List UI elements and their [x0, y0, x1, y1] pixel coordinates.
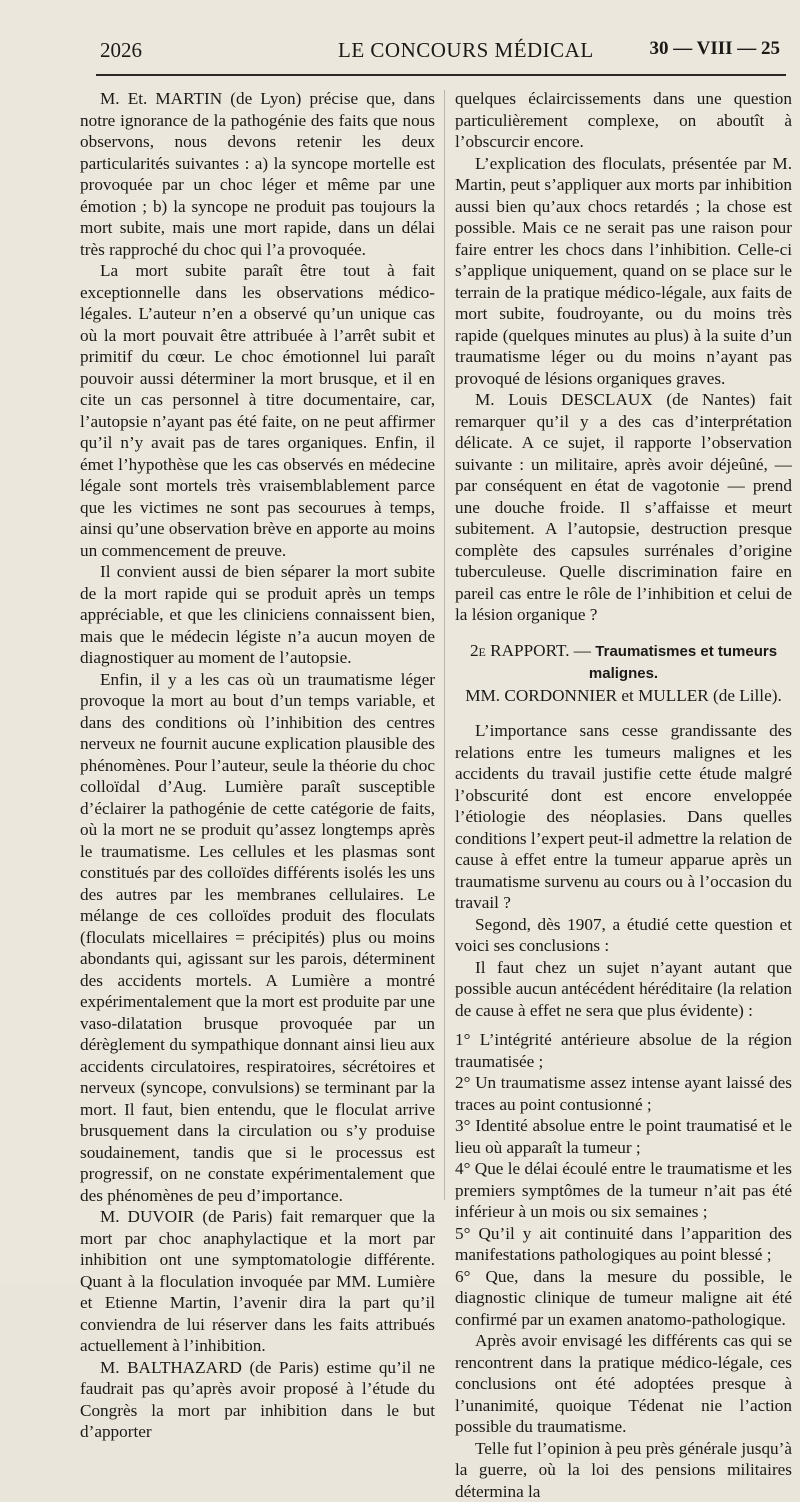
paragraph: M. DUVOIR (de Paris) fait remarquer que la mort par choc anaphylactique et la mort par inhibition ont une symptomatologie différente. Quant à la floculation invoquée par MM. Lumière et Etienne Martin, l’avenir dira la part qu’il conviendra de lui réserver dans les faits attribués actuellement à l’inhibition.: [80, 1206, 435, 1357]
paragraph: M. Et. MARTIN (de Lyon) précise que, dans notre ignorance de la pathogénie des faits que nous observons, nous devons retenir les deux particularités suivantes : a) la syncope mortelle est provoquée par un choc léger et même par une émotion ; b) la syncope ne produit pas toujours la mort subite, mais une mort rapide, dans un délai très rapproché du choc qui l’a provoquée.: [80, 88, 435, 260]
paragraph: Enfin, il y a les cas où un traumatisme léger provoque la mort au bout d’un temps variable, et dans des conditions où l’inhibition des centres nerveux ne fournit aucune explication plausible des phénomènes. Pour l’auteur, seule la théorie du choc colloïdal d’Aug. Lumière paraît susceptible d’éclairer la pathogénie de cette catégorie de faits, où la mort ne se produit qu’assez longtemps après le traumatisme. Les cellules et les plasmas sont constitués par des colloïdes différents isolés les uns des autres par les membranes cellulaires. Le mélange de ces colloïdes produit des floculats (floculats micellaires = précipités) plus ou moins abondants qui, agissant sur les parois, déterminent des accidents mortels. A Lumière a montré expérimentalement que la mort est produite par une vaso-dilatation brusque provoquée par un dérèglement du sympathique donnant ainsi lieu aux accidents circulatoires, respiratoires, sécrétoires et nerveux (syncope, convulsions) se terminant par la mort. Il faut, bien entendu, que le floculat arrive brusquement dans la circulation ou s’y produise soudainement, tandis que si le processus est progressif, on ne constate expérimentalement que des phénomènes de peu d’importance.: [80, 669, 435, 1207]
paragraph: Il convient aussi de bien séparer la mort subite de la mort rapide qui se produit après un temps appréciable, et que les cliniciens connaissent bien, mais que le médecin légiste n’a aucun moyen de diagnostiquer au moment de l’autopsie.: [80, 561, 435, 669]
list-item: 4° Que le délai écoulé entre le traumatisme et les premiers symptômes de la tumeur n’ait pas été inférieur à un mois ou six semaines ;: [455, 1158, 792, 1223]
list-item: 6° Que, dans la mesure du possible, le diagnostic clinique de tumeur maligne ait été confirmé par un examen anatomo-pathologique.: [455, 1266, 792, 1331]
page-number: 2026: [100, 38, 142, 63]
list-item: 2° Un traumatisme assez intense ayant laissé des traces au point contusionné ;: [455, 1072, 792, 1115]
paragraph: Telle fut l’opinion à peu près générale jusqu’à la guerre, où la loi des pensions militaires détermina la: [455, 1438, 792, 1502]
list-item: 3° Identité absolue entre le point traumatisé et le lieu où apparaît la tumeur ;: [455, 1115, 792, 1158]
rapport-heading: [455, 640, 792, 685]
section-gap: [455, 706, 792, 720]
rapport-authors: MM. CORDONNIER et MULLER (de Lille).: [455, 685, 792, 707]
issue-date: 30 — VIII — 25: [649, 38, 780, 60]
paragraph: M. BALTHAZARD (de Paris) estime qu’il ne faudrait pas qu’après avoir proposé à l’étude du Congrès la mort par inhibition dans le but d’apporter: [80, 1357, 435, 1443]
paragraph: Après avoir envisagé les différents cas qui se rencontrent dans la pratique médico-légale, ces conclusions ont été adoptées presque à l’unanimité, quoique Tédenat nie l’action possible du traumatisme.: [455, 1330, 792, 1438]
page-header: [100, 38, 780, 70]
rapport-title: Traumatismes et tumeurs malignes.: [589, 643, 777, 683]
section-gap: [455, 626, 792, 640]
journal-title: LE CONCOURS MÉDICAL: [338, 38, 594, 63]
column-divider: [444, 90, 445, 1200]
paragraph: L’importance sans cesse grandissante des relations entre les tumeurs malignes et les accidents du travail justifie cette étude malgré l’obscurité dont est encore enveloppée l’étiologie des néoplasies. Dans quelles conditions l’expert peut-il admettre la relation de cause à effet entre la tumeur apparue après un traumatisme survenu au cours ou à l’occasion du travail ?: [455, 720, 792, 914]
paragraph: La mort subite paraît être tout à fait exceptionnelle dans les observations médico-légales. L’auteur n’en a observé qu’un unique cas où la mort pouvait être attribuée à l’arrêt subit et primitif du cœur. Le choc émotionnel lui paraît pouvoir aussi déterminer la mort brusque, et il en cite un cas personnel à titre documentaire, car, l’autopsie n’ayant pas été faite, on ne peut affirmer qu’il n’y avait pas de tares organiques. Enfin, il émet l’hypothèse que les cas observés en médecine légale sont mortels très vraisemblablement parce que les victimes ne sont pas secourues à temps, ainsi qu’une observation brève en apporte au moins un commencement de preuve.: [80, 260, 435, 561]
paragraph: quelques éclaircissements dans une question particulièrement complexe, on aboutît à l’obscurcir encore.: [455, 88, 792, 153]
list-item: 5° Qu’il y ait continuité dans l’apparition des manifestations pathologiques au point blessé ;: [455, 1223, 792, 1266]
right-column: [455, 88, 792, 1502]
left-column: [80, 88, 435, 1443]
paragraph: Il faut chez un sujet n’ayant autant que possible aucun antécédent héréditaire (la relation de cause à effet ne sera que plus évidente) :: [455, 957, 792, 1022]
list-gap: [455, 1021, 792, 1029]
paragraph: Segond, dès 1907, a étudié cette question et voici ses conclusions :: [455, 914, 792, 957]
paragraph: L’explication des floculats, présentée par M. Martin, peut s’appliquer aux morts par inhibition aussi bien qu’aux chocs retardés ; la chose est possible. Mais ce ne serait pas une raison pour faire entrer les chocs dans l’inhibition. Celle-ci s’applique uniquement, quand on se place sur le terrain de la pratique médico-légale, aux faits de mort subite, foudroyante, ou du moins très rapide (quelques minutes au plus) à la suite d’un traumatisme léger ou du moins n’ayant pas provoqué de lésions organiques graves.: [455, 153, 792, 390]
list-item: 1° L’intégrité antérieure absolue de la région traumatisée ;: [455, 1029, 792, 1072]
header-rule: [96, 74, 786, 76]
conditions-list: [455, 1029, 792, 1330]
rapport-label: 2e RAPPORT. —: [470, 641, 591, 660]
paragraph: M. Louis DESCLAUX (de Nantes) fait remarquer qu’il y a des cas d’interprétation délicate. A ce sujet, il rapporte l’observation suivante : un militaire, après avoir déjeûné, — par conséquent en état de vagotonie — prend une douche froide. Il s’affaisse et meurt subitement. A l’autopsie, destruction presque complète des capsules surrénales d’origine tuberculeuse. Quelle discrimination faire en pareil cas entre le rôle de l’inhibition et celui de la lésion organique ?: [455, 389, 792, 626]
